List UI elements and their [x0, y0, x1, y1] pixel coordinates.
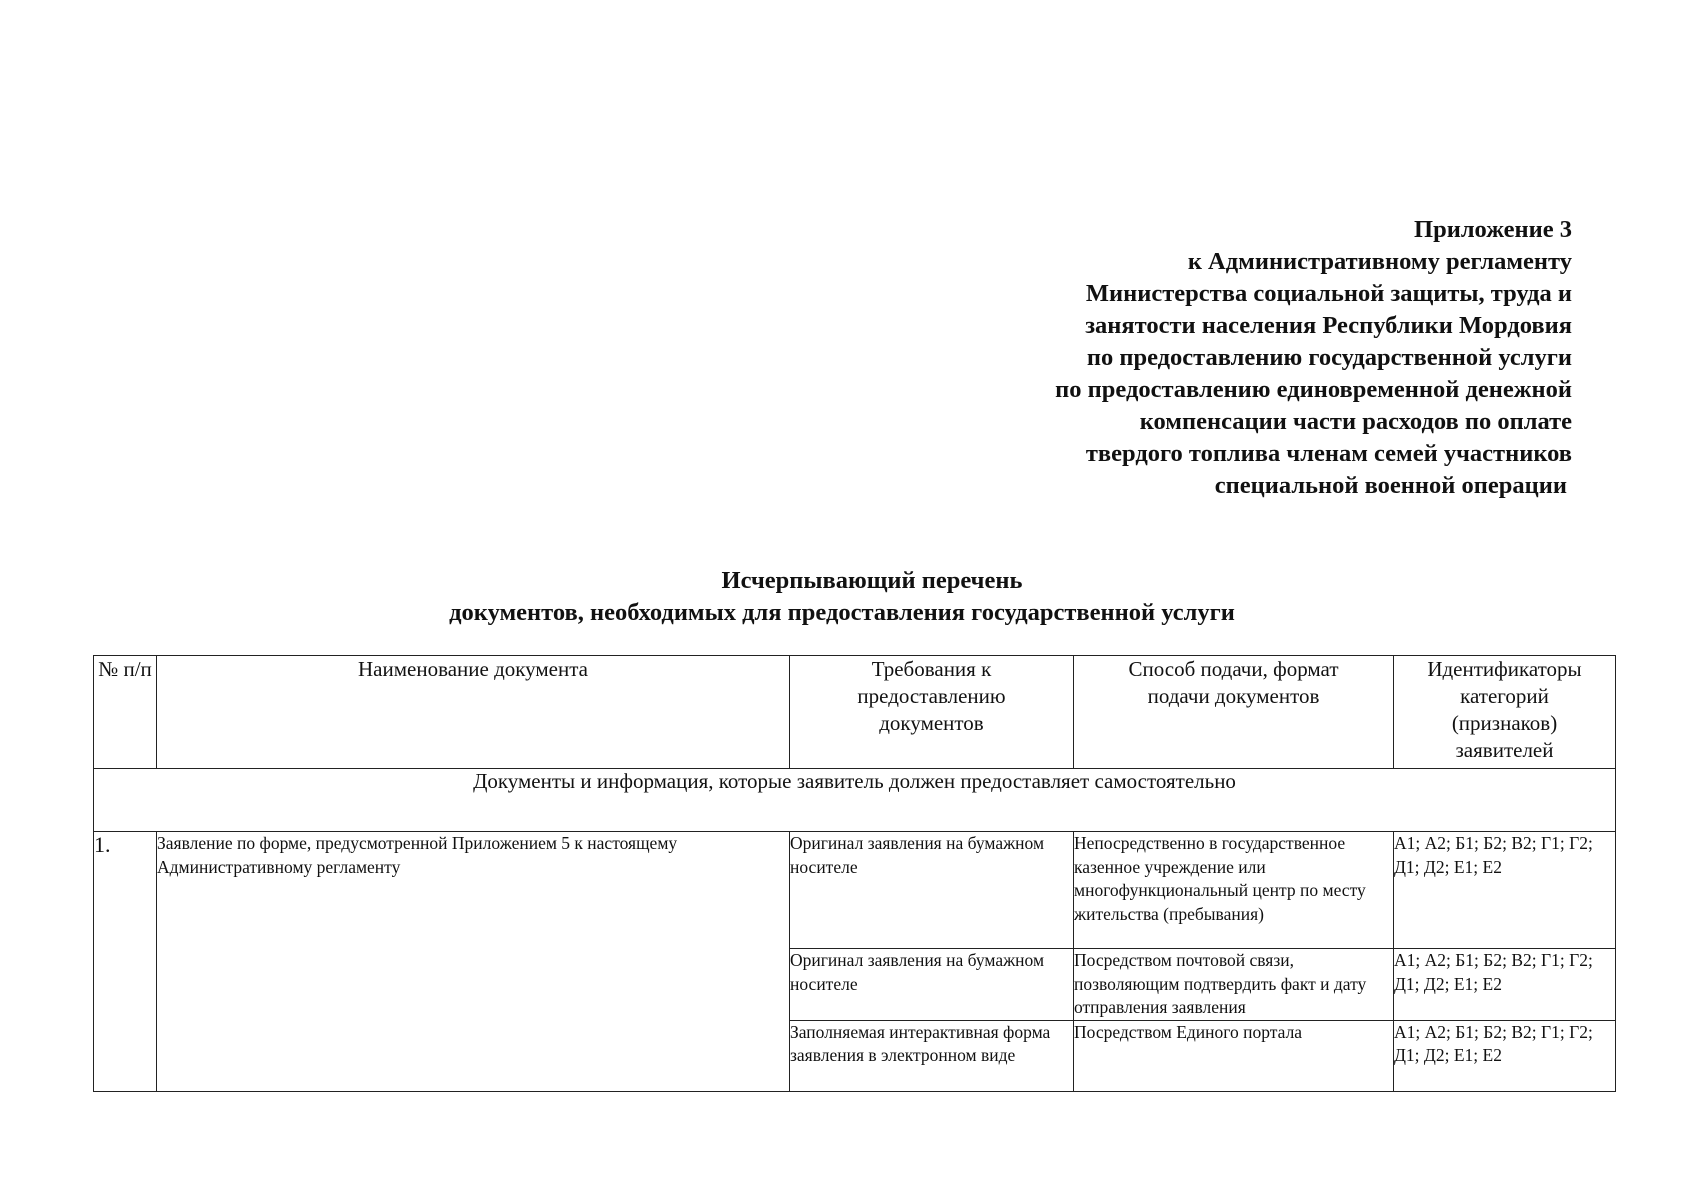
appendix-line: компенсации части расходов по оплате [1139, 408, 1572, 435]
appendix-line: твердого топлива членам семей участников [1085, 440, 1572, 467]
appendix-line: Министерства социальной защиты, труда и [1085, 280, 1572, 307]
appendix-line: к Административному регламенту [1187, 248, 1572, 275]
table-header-row [94, 656, 1616, 769]
appendix-line: занятости населения Республики Мордовия [1085, 312, 1572, 339]
ids-cell: А1; А2; Б1; Б2; В2; Г1; Г2; Д1; Д2; Е1; Е2 [1394, 832, 1616, 949]
header-ids: Идентификаторы категорий (признаков) заявителей [1394, 656, 1616, 769]
title-line-1: Исчерпывающий перечень [721, 567, 1023, 594]
appendix-line: специальной военной операции [1214, 472, 1567, 499]
section-row [94, 769, 1616, 832]
ids-cell: А1; А2; Б1; Б2; В2; Г1; Г2; Д1; Д2; Е1; Е2 [1394, 949, 1616, 1021]
appendix-line: по предоставлению единовременной денежной [1055, 376, 1572, 403]
document-title [0, 565, 1684, 629]
section-heading: Документы и информация, которые заявитель должен предоставляет самостоятельно [94, 769, 1616, 832]
item-number: 1. [94, 832, 157, 1092]
appendix-heading [1055, 214, 1572, 502]
table-row [94, 832, 1616, 949]
header-requirements: Требования к предоставлению документов [790, 656, 1074, 769]
requirement-cell: Оригинал заявления на бумажном носителе [790, 832, 1074, 949]
method-cell: Непосредственно в государственное казенное учреждение или многофункциональный центр по месту жительства (пребывания) [1074, 832, 1394, 949]
requirement-cell: Оригинал заявления на бумажном носителе [790, 949, 1074, 1021]
method-cell: Посредством Единого портала [1074, 1020, 1394, 1091]
header-name: Наименование документа [157, 656, 790, 769]
documents-table [93, 655, 1616, 1092]
ids-cell: А1; А2; Б1; Б2; В2; Г1; Г2; Д1; Д2; Е1; Е2 [1394, 1020, 1616, 1091]
requirement-cell: Заполняемая интерактивная форма заявления в электронном виде [790, 1020, 1074, 1091]
title-line-2: документов, необходимых для предоставления государственной услуги [449, 599, 1235, 626]
method-cell: Посредством почтовой связи, позволяющим подтвердить факт и дату отправления заявления [1074, 949, 1394, 1021]
item-name: Заявление по форме, предусмотренной Приложением 5 к настоящему Административному регламенту [157, 832, 790, 1092]
header-method: Способ подачи, формат подачи документов [1074, 656, 1394, 769]
appendix-line: по предоставлению государственной услуги [1086, 344, 1572, 371]
appendix-line: Приложение 3 [1414, 216, 1572, 243]
header-num: № п/п [94, 656, 157, 769]
